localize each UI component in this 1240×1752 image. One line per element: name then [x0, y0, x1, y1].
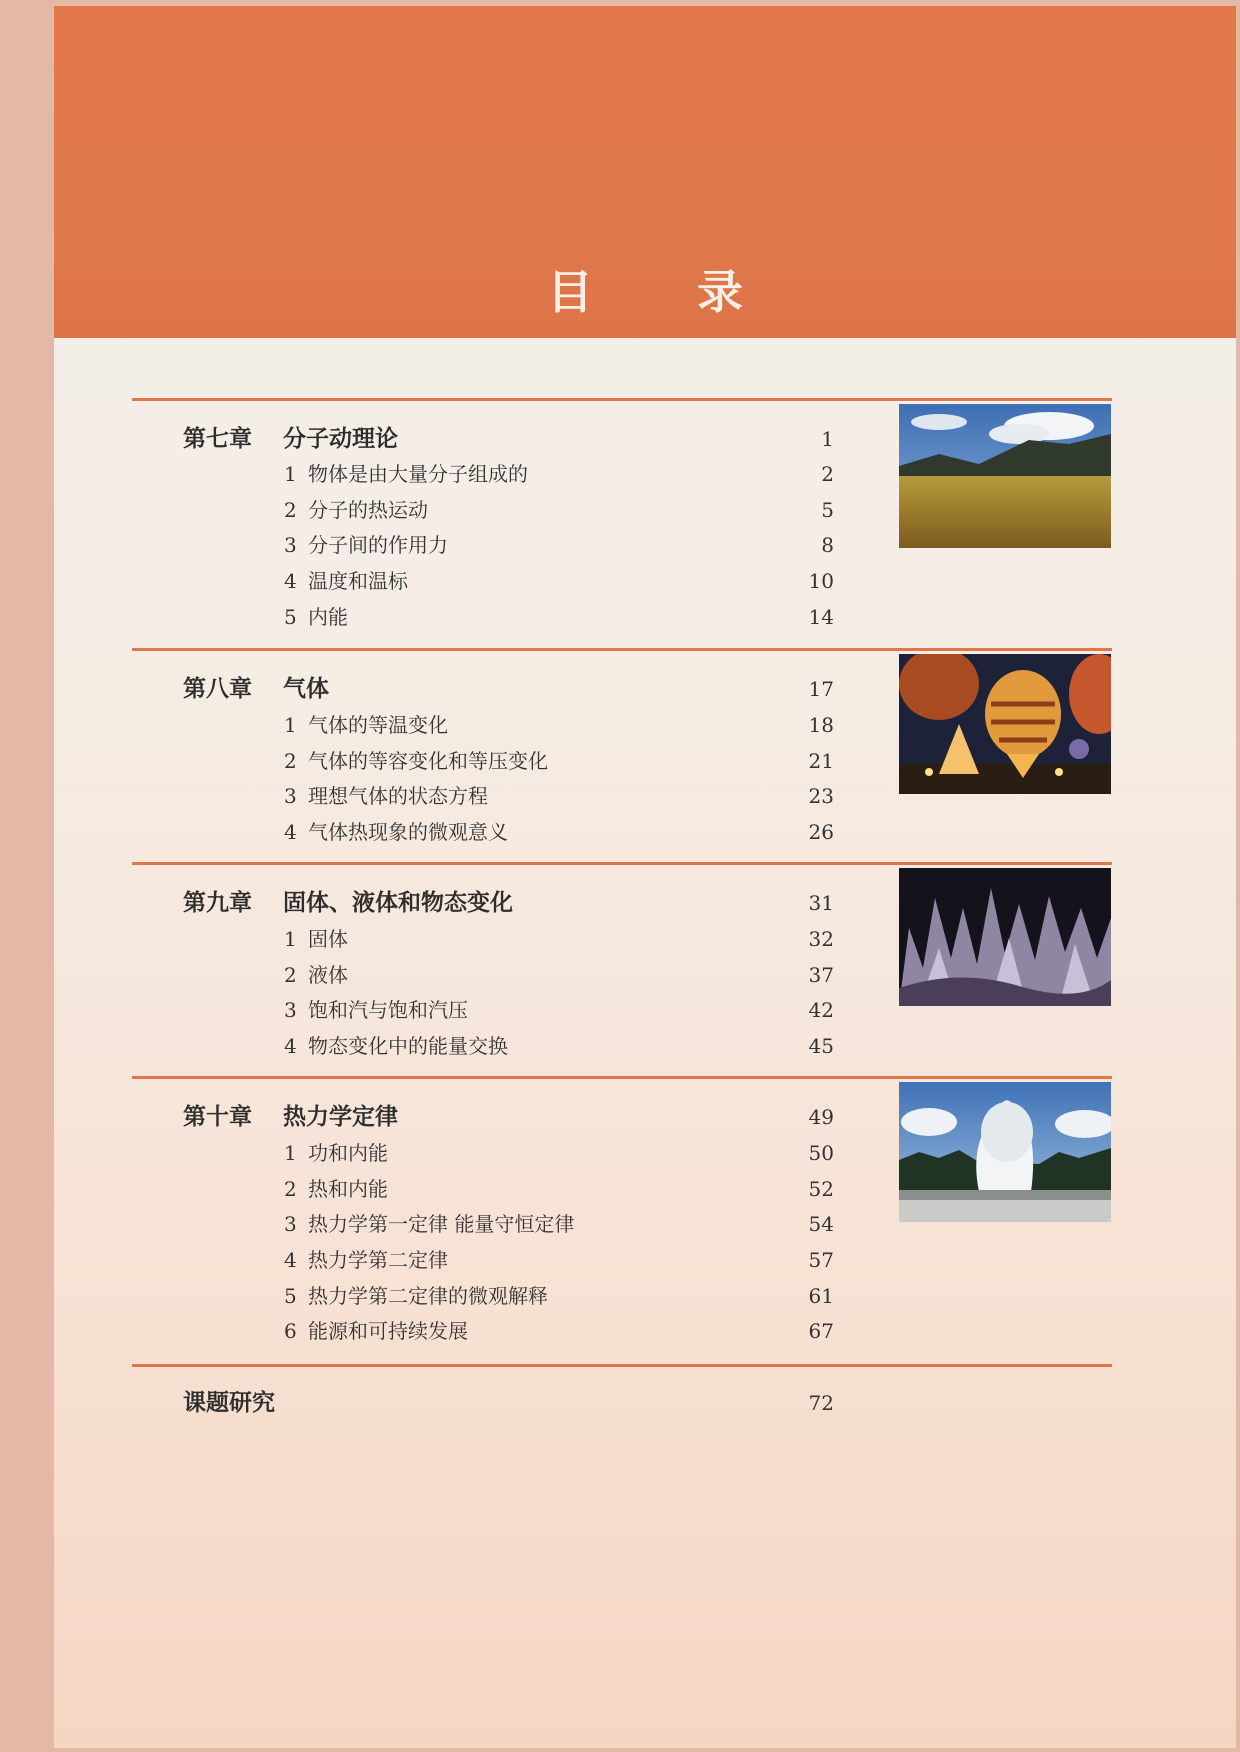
chapter-divider: [132, 398, 1112, 401]
section-number: 1: [284, 927, 297, 951]
section-title: 内能: [308, 605, 348, 629]
geyser-eruption-photo: [899, 1082, 1111, 1222]
chapter-title: 热力学定律: [283, 1104, 398, 1130]
section-title: 物态变化中的能量交换: [308, 1034, 508, 1058]
research-title: 课题研究: [183, 1390, 275, 1416]
section-title: 理想气体的状态方程: [308, 784, 488, 808]
toc-page: [54, 6, 1236, 1748]
section-page-number: 32: [808, 927, 834, 951]
chapter-title: 气体: [283, 676, 329, 702]
section-number: 1: [284, 1141, 297, 1165]
section-title: 分子的热运动: [308, 498, 428, 522]
chapter-label: 第八章: [183, 676, 252, 702]
section-number: 4: [284, 1034, 297, 1058]
section-title: 气体热现象的微观意义: [308, 820, 508, 844]
section-number: 4: [284, 569, 297, 593]
section-page-number: 37: [808, 963, 834, 987]
section-page-number: 61: [808, 1284, 834, 1308]
section-title: 气体的等温变化: [308, 713, 448, 737]
section-page-number: 5: [821, 498, 834, 522]
chapter-title: 分子动理论: [283, 426, 398, 452]
section-number: 1: [284, 462, 297, 486]
section-page-number: 50: [808, 1141, 834, 1165]
chapter-page-number: 17: [808, 677, 834, 701]
section-title: 固体: [308, 927, 348, 951]
crystal-cluster-photo: [899, 868, 1111, 1006]
chapter-divider: [132, 1076, 1112, 1079]
section-page-number: 23: [808, 784, 834, 808]
section-title: 热力学第二定律的微观解释: [308, 1284, 548, 1308]
chapter-divider: [132, 862, 1112, 865]
header-banner: [54, 6, 1236, 338]
section-number: 2: [284, 963, 297, 987]
section-title: 气体的等容变化和等压变化: [308, 749, 548, 773]
section-page-number: 18: [808, 713, 834, 737]
section-page-number: 67: [808, 1319, 834, 1343]
section-title: 能源和可持续发展: [308, 1319, 468, 1343]
section-title: 饱和汽与饱和汽压: [308, 998, 468, 1022]
section-title: 热和内能: [308, 1177, 388, 1201]
section-page-number: 21: [808, 749, 834, 773]
section-title: 功和内能: [308, 1141, 388, 1165]
section-number: 6: [284, 1319, 297, 1343]
section-title: 热力学第二定律: [308, 1248, 448, 1272]
chapter-page-number: 49: [808, 1105, 834, 1129]
chapter-title: 固体、液体和物态变化: [283, 890, 513, 916]
section-title: 温度和温标: [308, 569, 408, 593]
section-page-number: 57: [808, 1248, 834, 1272]
section-title: 液体: [308, 963, 348, 987]
section-page-number: 8: [821, 533, 834, 557]
section-title: 热力学第一定律 能量守恒定律: [308, 1212, 575, 1236]
section-page-number: 2: [821, 462, 834, 486]
section-page-number: 42: [808, 998, 834, 1022]
page-title: 目 录: [546, 265, 787, 319]
section-page-number: 10: [808, 569, 834, 593]
section-number: 2: [284, 498, 297, 522]
section-page-number: 52: [808, 1177, 834, 1201]
section-number: 5: [284, 605, 297, 629]
chapter-label: 第七章: [183, 426, 252, 452]
research-page-number: 72: [808, 1391, 834, 1415]
flower-field-mountain-photo: [899, 404, 1111, 548]
chapter-divider: [132, 648, 1112, 651]
section-number: 3: [284, 1212, 297, 1236]
section-page-number: 54: [808, 1212, 834, 1236]
chapter-label: 第十章: [183, 1104, 252, 1130]
section-page-number: 26: [808, 820, 834, 844]
section-title: 分子间的作用力: [308, 533, 448, 557]
section-number: 1: [284, 713, 297, 737]
section-number: 4: [284, 1248, 297, 1272]
section-number: 3: [284, 784, 297, 808]
section-page-number: 45: [808, 1034, 834, 1058]
section-page-number: 14: [808, 605, 834, 629]
section-number: 3: [284, 998, 297, 1022]
chapter-page-number: 1: [821, 427, 834, 451]
chapter-divider: [132, 1364, 1112, 1367]
chapter-page-number: 31: [808, 891, 834, 915]
section-number: 3: [284, 533, 297, 557]
section-number: 5: [284, 1284, 297, 1308]
chapter-label: 第九章: [183, 890, 252, 916]
section-title: 物体是由大量分子组成的: [308, 462, 528, 486]
section-number: 2: [284, 1177, 297, 1201]
section-number: 4: [284, 820, 297, 844]
hot-air-balloons-photo: [899, 654, 1111, 794]
section-number: 2: [284, 749, 297, 773]
